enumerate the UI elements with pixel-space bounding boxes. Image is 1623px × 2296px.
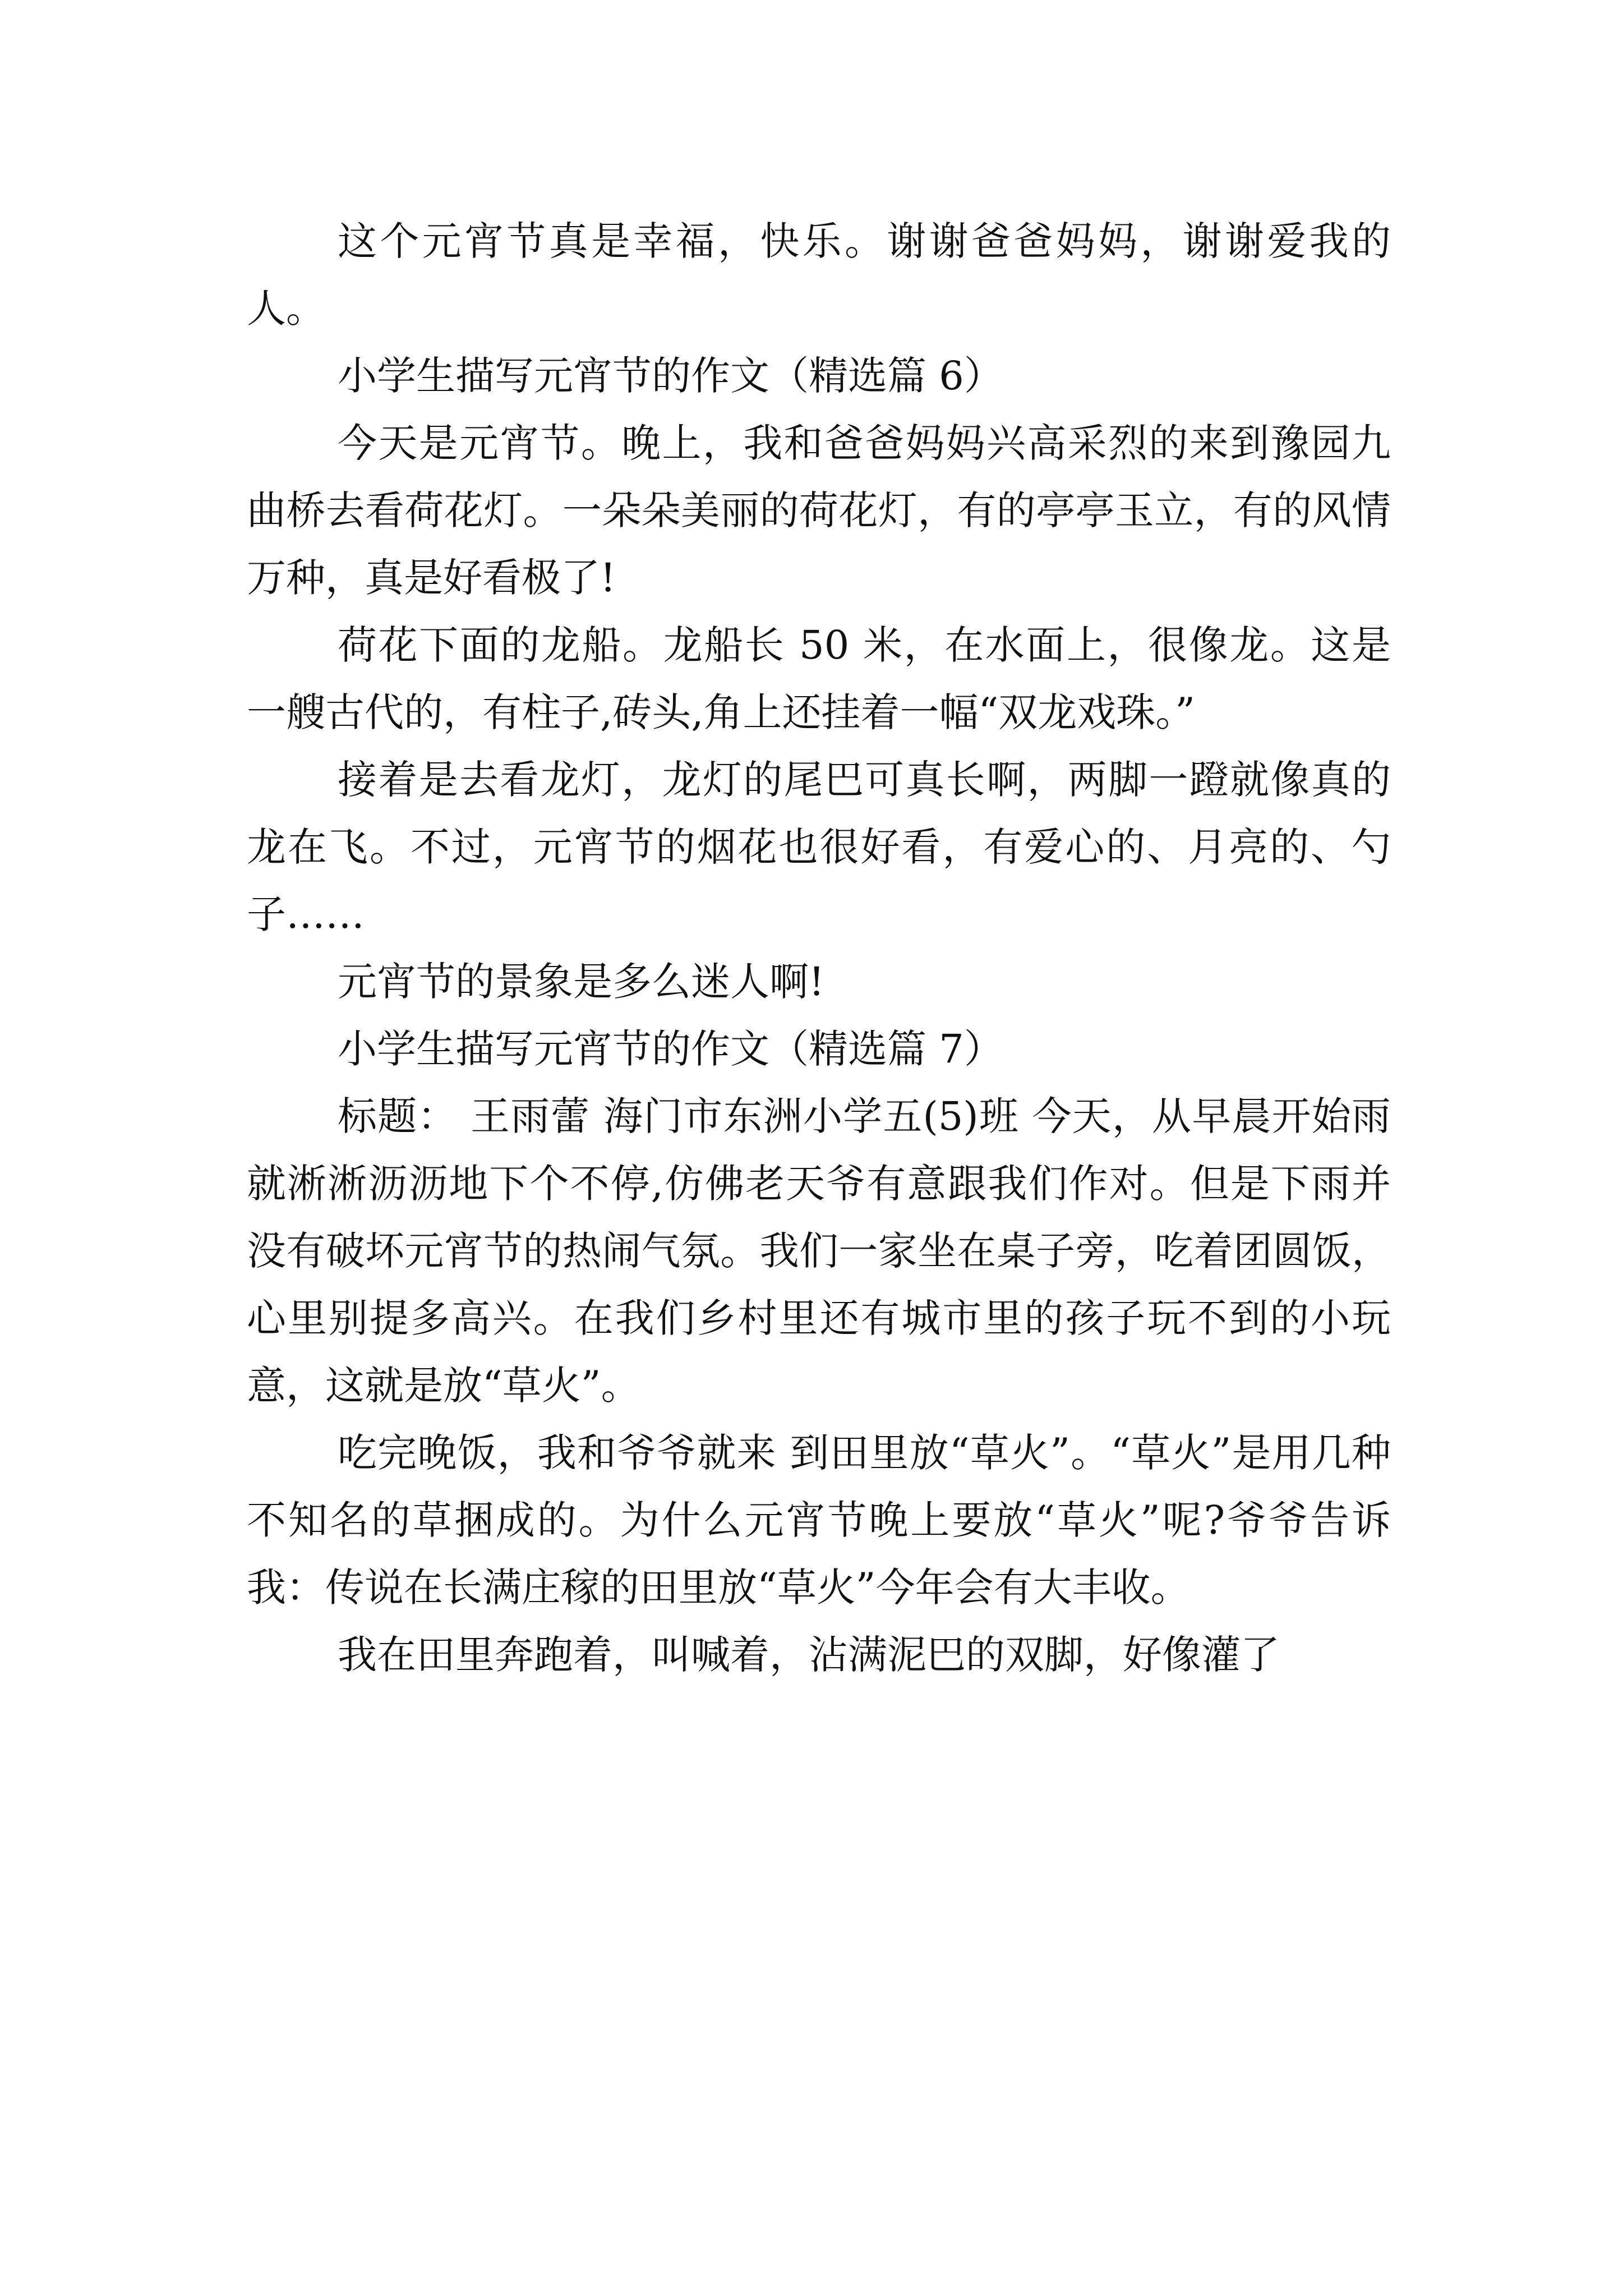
paragraph: 我在田里奔跑着，叫喊着，沾满泥巴的双脚，好像灌了 — [338, 1632, 1280, 1678]
paragraph: 接着是去看龙灯，龙灯的尾巴可真长啊，两脚一蹬就像真的龙在飞。不过，元宵节的烟花也很好看，有爱心的、月亮的、勺子…… — [247, 757, 1391, 937]
paragraph: 荷花下面的龙船。龙船长 50 米，在水面上，很像龙。这是一艘古代的，有柱子,砖头,角上还挂着一幅“双龙戏珠。” — [247, 622, 1391, 735]
paragraph: 今天是元宵节。晚上，我和爸爸妈妈兴高采烈的来到豫园九曲桥去看荷花灯。一朵朵美丽的荷花灯，有的亭亭玉立，有的风情万种，真是好看极了! — [247, 420, 1391, 601]
section-heading: 小学生描写元宵节的作文（精选篇 7） — [338, 1026, 1003, 1072]
paragraph: 吃完晚饭，我和爷爷就来 到田里放“草火”。“草火”是用几种不知名的草捆成的。为什么元宵节晚上要放“草火”呢?爷爷告诉我：传说在长满庄稼的田里放“草火”今年会有大丰收。 — [247, 1430, 1391, 1611]
paragraph: 元宵节的景象是多么迷人啊! — [338, 959, 825, 1005]
document-page — [247, 208, 1391, 1688]
paragraph: 标题： 王雨蕾 海门市东洲小学五(5)班 今天，从早晨开始雨就淅淅沥沥地下个不停,仿佛老天爷有意跟我们作对。但是下雨并没有破坏元宵节的热闹气氛。我们一家坐在桌子旁，吃着团圆饭，心里别提多高兴。在我们乡村里还有城市里的孩子玩不到的小玩意，这就是放“草火”。 — [247, 1093, 1391, 1409]
paragraph: 这个元宵节真是幸福，快乐。谢谢爸爸妈妈，谢谢爱我的人。 — [247, 218, 1391, 332]
section-heading: 小学生描写元宵节的作文（精选篇 6） — [338, 353, 1003, 399]
